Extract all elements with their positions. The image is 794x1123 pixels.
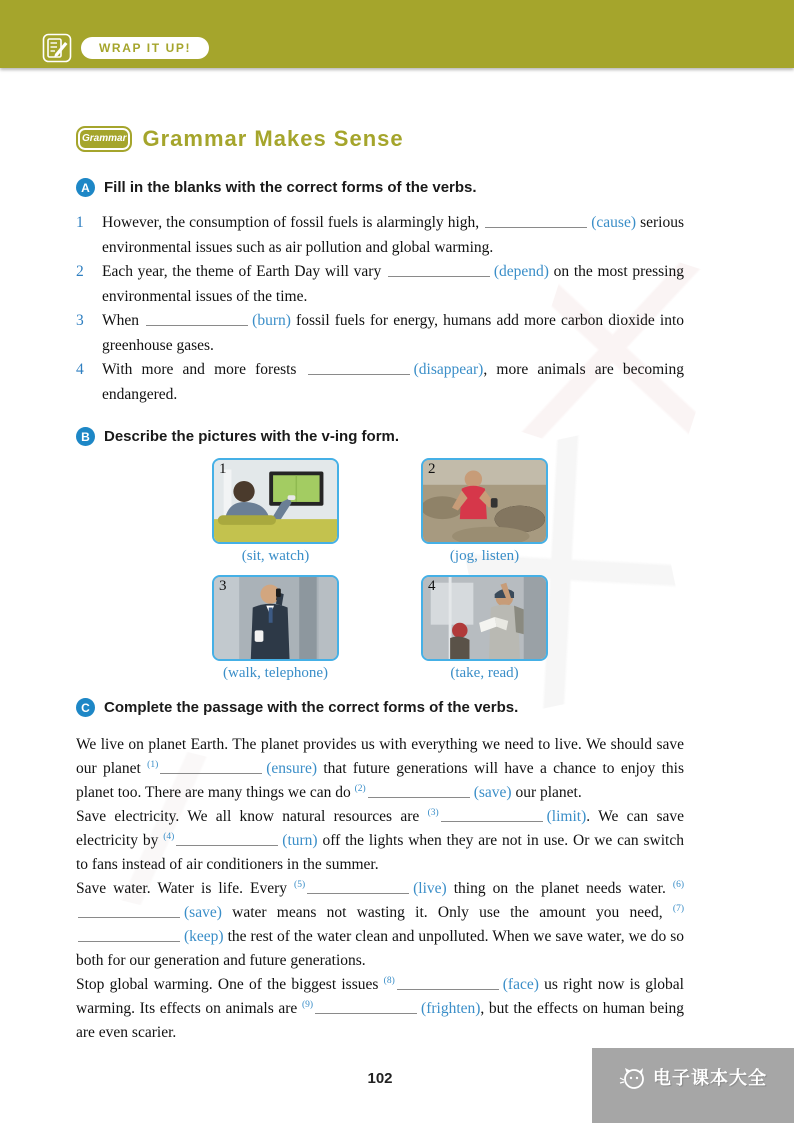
verb-hint: (turn) xyxy=(282,832,318,849)
verb-hint: (ensure) xyxy=(266,760,318,777)
verb-hint: (keep) xyxy=(184,928,224,945)
page-title: Grammar Makes Sense xyxy=(142,126,404,151)
text-run: thing on the planet needs water. xyxy=(446,880,673,897)
section-b-heading xyxy=(76,427,684,446)
text-run: , but the effects on human being are even scarier. xyxy=(76,1000,685,1041)
figure-2 xyxy=(421,458,548,565)
section-c-heading xyxy=(76,698,684,717)
photo-caption: (sit, watch) xyxy=(241,548,310,564)
page-number: 102 xyxy=(367,1070,393,1087)
verb-hint: (cause) xyxy=(591,214,636,231)
blank-number: (4) xyxy=(163,832,175,842)
text-run: us right now is global warming. Its effects on animals are xyxy=(76,976,684,1017)
passage-paragraph xyxy=(76,733,684,805)
text-run: serious environmental issues such as air pollution and global warming. xyxy=(102,214,684,256)
answer-blank xyxy=(78,928,180,942)
pictures-grid xyxy=(212,458,548,682)
answer-blank xyxy=(315,1000,417,1014)
exercise-item xyxy=(76,260,684,309)
passage-paragraph xyxy=(76,877,684,973)
answer-blank xyxy=(397,976,499,990)
verb-hint: (depend) xyxy=(493,263,549,280)
notepad-pencil-icon xyxy=(42,33,72,63)
photo-caption: (walk, telephone) xyxy=(223,665,328,681)
photo-number: 4 xyxy=(428,578,436,594)
answer-blank xyxy=(307,880,409,894)
top-banner xyxy=(0,0,794,68)
answer-blank xyxy=(146,312,248,326)
section-a-title: Fill in the blanks with the correct forms of the verbs. xyxy=(104,179,477,196)
figure-1 xyxy=(212,458,339,565)
answer-blank xyxy=(368,784,470,798)
text-run: the rest of the water clean and unpolluted. When we save water, we do so both for our generation and future generations. xyxy=(76,928,684,969)
verb-hint: (face) xyxy=(502,976,539,993)
verb-hint: (live) xyxy=(413,880,447,897)
exercise-item xyxy=(76,358,684,407)
photo-man-reading-subway xyxy=(421,575,548,661)
answer-blank xyxy=(485,214,587,228)
answer-blank xyxy=(388,263,490,277)
figure-3 xyxy=(212,575,339,682)
figure-4 xyxy=(421,575,548,682)
section-a-heading xyxy=(76,178,684,197)
verb-hint: (burn) xyxy=(252,312,291,329)
photo-caption: (jog, listen) xyxy=(449,548,520,564)
blank-number: (2) xyxy=(354,784,366,794)
item-text xyxy=(102,260,684,309)
text-run: water means not wasting it. Only use the amount you need, xyxy=(221,904,673,921)
text-run: fossil fuels for energy, humans add more carbon dioxide into greenhouse gases. xyxy=(102,312,684,354)
grammar-badge: Grammar xyxy=(76,126,132,152)
blank-number: (3) xyxy=(427,808,439,818)
text-run: When xyxy=(102,312,145,329)
text-run: . We can save electricity by xyxy=(76,808,684,849)
blank-number: (9) xyxy=(301,1000,314,1010)
text-run: , more animals are becoming endangered. xyxy=(102,361,684,403)
photo-man-jogging xyxy=(421,458,548,544)
cat-logo-icon xyxy=(619,1064,647,1092)
text-run: Save water. Water is life. Every xyxy=(76,880,295,897)
item-text xyxy=(102,358,684,407)
item-number: 2 xyxy=(76,263,84,280)
verb-hint: (save) xyxy=(184,904,222,921)
blank-number: (5) xyxy=(294,880,306,890)
answer-blank xyxy=(441,808,543,822)
item-number: 1 xyxy=(76,214,84,231)
text-run: Save electricity. We all know natural resources are xyxy=(76,808,428,825)
exercise-item xyxy=(76,211,684,260)
brand-name: 电子课本大全 xyxy=(653,1068,767,1088)
verb-hint: (limit) xyxy=(546,808,587,825)
text-run: off the lights when they are not in use. Or we can switch to fans instead of air conditioners in the summer. xyxy=(76,832,684,873)
answer-blank xyxy=(78,904,180,918)
text-run: We live on planet Earth. The planet provides us with everything we need to live. We should save our planet xyxy=(76,736,684,777)
photo-caption: (take, read) xyxy=(450,665,519,681)
passage-paragraph xyxy=(76,973,684,1045)
verb-hint: (frighten) xyxy=(421,1000,481,1017)
item-text xyxy=(102,211,684,260)
blank-number: (6) xyxy=(672,880,684,890)
exercise-a-list xyxy=(76,211,684,407)
blank-number: (1) xyxy=(147,760,159,770)
blank-number: (8) xyxy=(383,976,395,986)
text-run: that future generations will have a chance to enjoy this planet too. There are many things we can do xyxy=(76,760,684,801)
section-b-circle: B xyxy=(76,427,95,446)
photo-man-watching-tv xyxy=(212,458,339,544)
answer-blank xyxy=(176,832,278,846)
text-run: on the most pressing environmental issues of the time. xyxy=(102,263,684,305)
text-run: Stop global warming. One of the biggest issues xyxy=(76,976,384,993)
passage-paragraph xyxy=(76,805,684,877)
text-run: our planet. xyxy=(511,784,582,801)
blank-number: (7) xyxy=(672,904,684,914)
wrap-it-up-badge: WRAP IT UP! xyxy=(81,37,209,59)
title-row xyxy=(76,126,684,152)
answer-blank xyxy=(160,760,262,774)
answer-blank xyxy=(308,361,410,375)
photo-number: 3 xyxy=(219,578,227,594)
verb-hint: (disappear) xyxy=(413,361,484,378)
text-run: Each year, the theme of Earth Day will vary xyxy=(102,263,386,280)
brand-watermark-area xyxy=(592,1048,794,1123)
photo-number: 1 xyxy=(219,461,227,477)
text-run: With more and more forests xyxy=(102,361,306,378)
item-text xyxy=(102,309,684,358)
text-run: However, the consumption of fossil fuels is alarmingly high, xyxy=(102,214,484,231)
item-number: 4 xyxy=(76,361,84,378)
photo-man-walking-phone xyxy=(212,575,339,661)
verb-hint: (save) xyxy=(473,784,512,801)
section-b-title: Describe the pictures with the v-ing form. xyxy=(104,428,400,445)
section-c-title: Complete the passage with the correct forms of the verbs. xyxy=(104,699,519,716)
photo-number: 2 xyxy=(428,461,436,477)
section-a-circle: A xyxy=(76,178,95,197)
exercise-item xyxy=(76,309,684,358)
item-number: 3 xyxy=(76,312,84,329)
section-c-circle: C xyxy=(76,698,95,717)
passage xyxy=(76,733,684,1045)
